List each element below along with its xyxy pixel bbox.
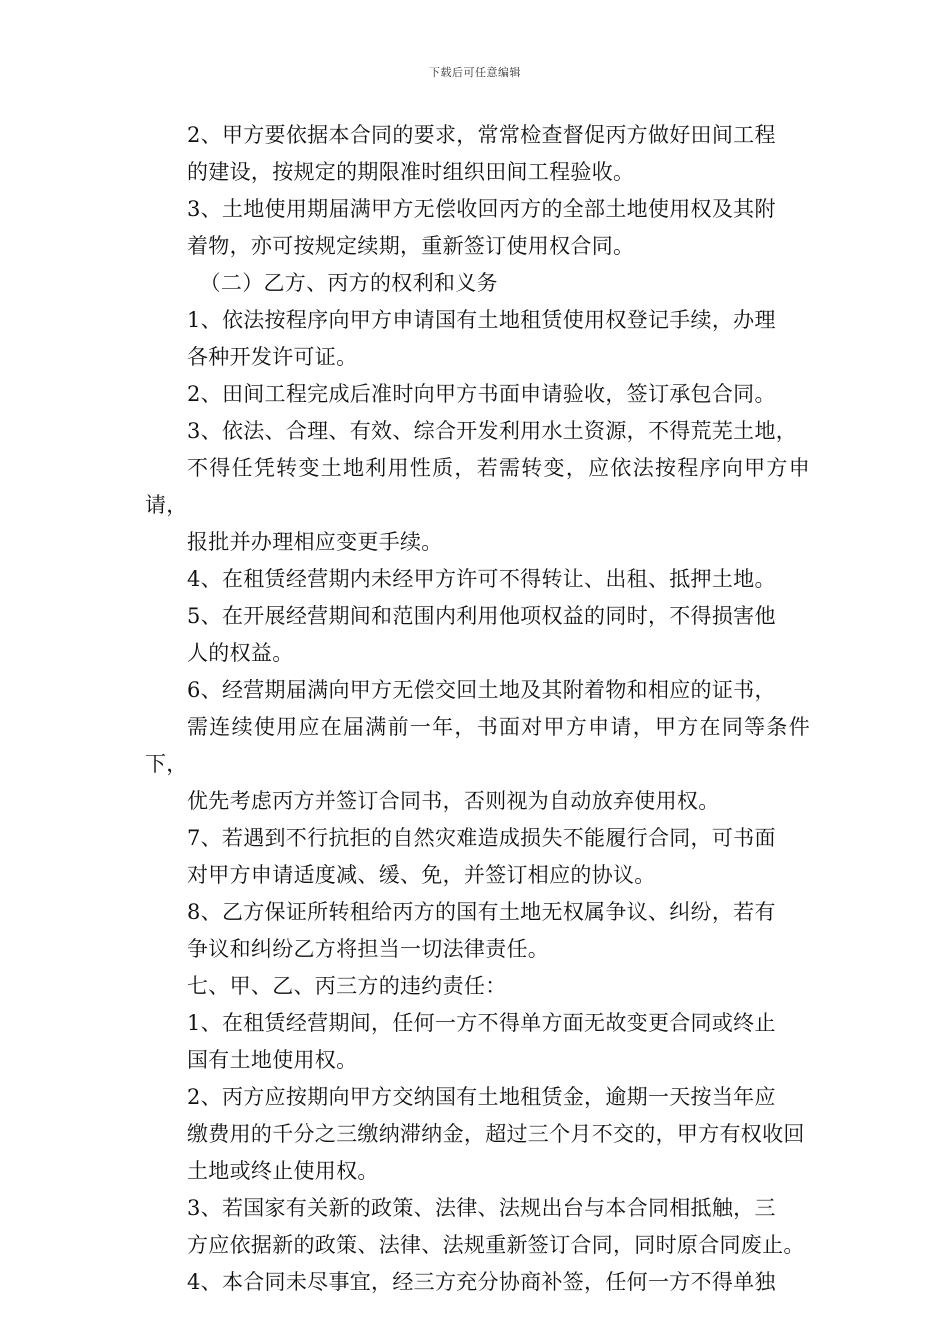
clause-paragraph <box>145 413 810 561</box>
clause-paragraph <box>145 820 810 894</box>
paragraph-line: 3、依法、合理、有效、综合开发利用水土资源，不得荒芜土地， <box>187 419 798 443</box>
paragraph-line: 4、本合同未尽事宜，经三方充分协商补签，任何一方不得单独 <box>187 1270 776 1294</box>
paragraph-line: 3、若国家有关新的政策、法律、法规出台与本合同相抵触，三 <box>187 1196 776 1220</box>
paragraph-line: 需连续使用应在届满前一年，书面对甲方申请，甲方在同等条件下， <box>145 715 810 776</box>
paragraph-line: 国有土地使用权。 <box>187 1048 358 1072</box>
page-header: 下载后可任意编辑 <box>429 66 521 79</box>
paragraph-line: 优先考虑丙方并签订合同书，否则视为自动放弃使用权。 <box>187 789 720 813</box>
paragraph-line: 8、乙方保证所转租给丙方的国有土地无权属争议、纠纷，若有 <box>187 900 776 924</box>
paragraph-line: 争议和纠纷乙方将担当一切法律责任。 <box>187 937 550 961</box>
paragraph-line: （二）乙方、丙方的权利和义务 <box>199 271 498 295</box>
paragraph-line: 2、丙方应按期向甲方交纳国有土地租赁金，逾期一天按当年应 <box>187 1085 776 1109</box>
paragraph-line: 人的权益。 <box>187 641 294 665</box>
paragraph-line: 土地或终止使用权。 <box>187 1159 379 1183</box>
clause-paragraph <box>145 1264 810 1301</box>
clause-paragraph <box>145 598 810 672</box>
paragraph-line: 七、甲、乙、丙三方的违约责任： <box>187 974 507 998</box>
paragraph-line: 6、经营期届满向甲方无偿交回土地及其附着物和相应的证书， <box>187 678 776 702</box>
section-heading <box>145 265 810 302</box>
paragraph-line: 对甲方申请适度减、缓、免，并签订相应的协议。 <box>187 863 656 887</box>
clause-paragraph <box>145 894 810 968</box>
clause-paragraph <box>145 376 810 413</box>
paragraph-line: 2、田间工程完成后准时向甲方书面申请验收，签订承包合同。 <box>187 382 776 406</box>
paragraph-line: 着物，亦可按规定续期，重新签订使用权合同。 <box>187 234 635 258</box>
paragraph-line: 各种开发许可证。 <box>187 345 358 369</box>
clause-paragraph <box>145 968 810 1005</box>
clause-paragraph <box>145 1005 810 1079</box>
clause-paragraph <box>145 1079 810 1190</box>
paragraph-line: 5、在开展经营期间和范围内利用他项权益的同时，不得损害他 <box>187 604 776 628</box>
clause-paragraph <box>145 302 810 376</box>
paragraph-line: 1、依法按程序向甲方申请国有土地租赁使用权登记手续，办理 <box>187 308 776 332</box>
clause-paragraph <box>145 117 810 191</box>
paragraph-line: 的建设，按规定的期限准时组织田间工程验收。 <box>187 160 635 184</box>
clause-paragraph <box>145 191 810 265</box>
paragraph-line: 不得任凭转变土地利用性质，若需转变，应依法按程序向甲方申请， <box>145 456 810 517</box>
clause-paragraph <box>145 1190 810 1264</box>
paragraph-line: 报批并办理相应变更手续。 <box>187 530 443 554</box>
paragraph-line: 1、在租赁经营期间，任何一方不得单方面无故变更合同或终止 <box>187 1011 776 1035</box>
paragraph-line: 3、土地使用期届满甲方无偿收回丙方的全部土地使用权及其附 <box>187 197 776 221</box>
clause-paragraph <box>145 561 810 598</box>
paragraph-line: 方应依据新的政策、法律、法规重新签订合同，同时原合同废止。 <box>187 1233 805 1257</box>
clause-paragraph <box>145 672 810 820</box>
paragraph-line: 缴费用的千分之三缴纳滞纳金，超过三个月不交的，甲方有权收回 <box>187 1122 805 1146</box>
paragraph-line: 7、若遇到不行抗拒的自然灾难造成损失不能履行合同，可书面 <box>187 826 776 850</box>
paragraph-line: 4、在租赁经营期内未经甲方许可不得转让、出租、抵押土地。 <box>187 567 776 591</box>
paragraph-line: 2、甲方要依据本合同的要求，常常检查督促丙方做好田间工程 <box>187 123 776 147</box>
document-body <box>145 117 810 1301</box>
